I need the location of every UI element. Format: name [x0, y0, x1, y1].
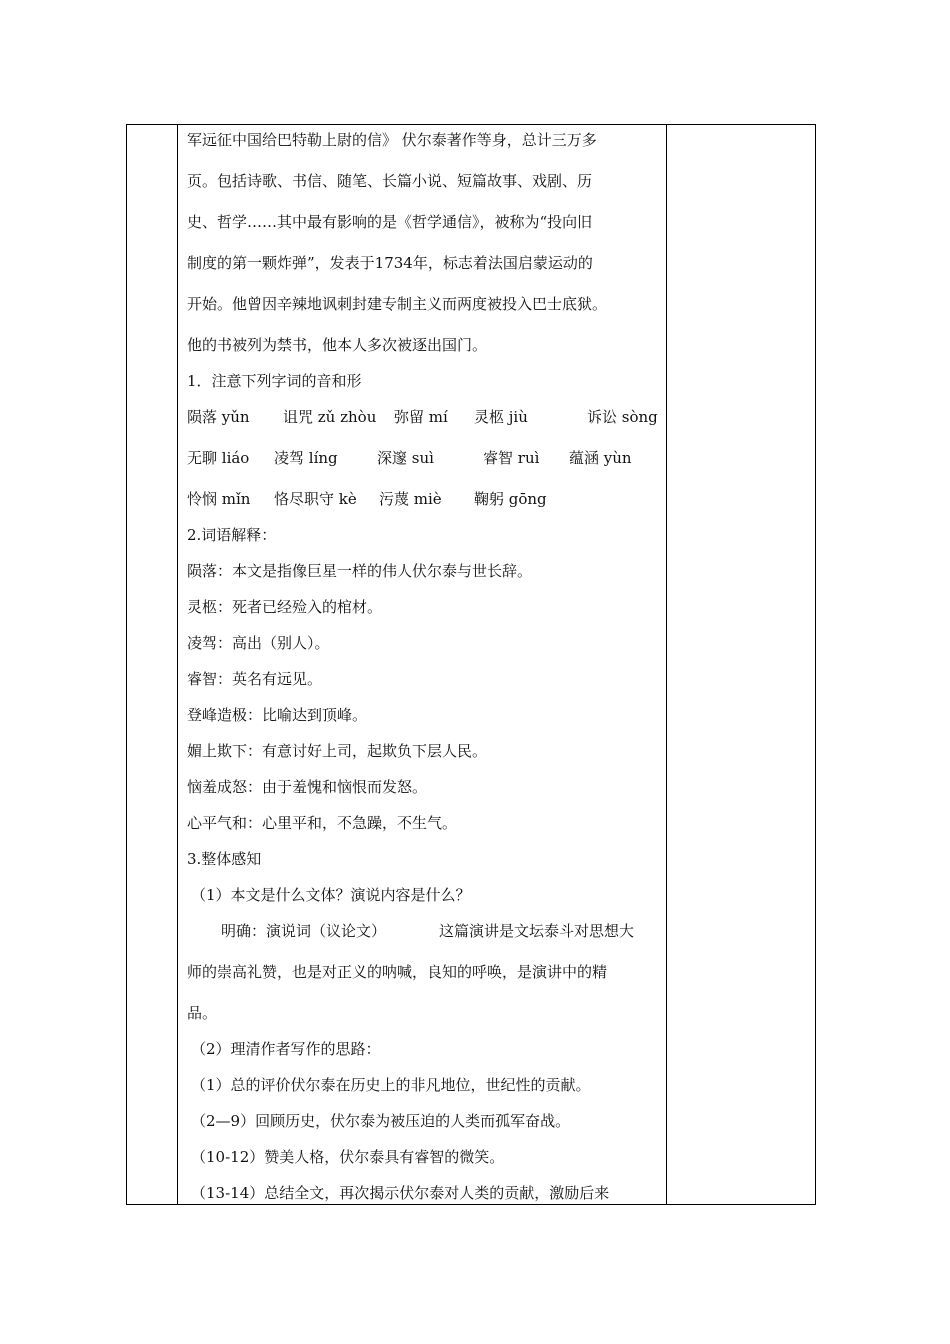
vocab-item: 恪尽职守 kè [274, 490, 357, 508]
definition-item: 恼羞成怒：由于羞愧和恼恨而发怒。 [187, 778, 428, 796]
vocab-item: 诉讼 sòng [587, 408, 658, 426]
section-heading: 2.词语解释： [187, 526, 277, 544]
vocab-row [187, 448, 665, 468]
paragraph-line: 军远征中国给巴特勒上尉的信》 伏尔泰著作等身，总计三万多 [187, 131, 597, 149]
vocab-item: 无聊 liáo [187, 449, 250, 467]
vocab-item: 灵柩 jiù [474, 408, 528, 426]
answer-line: 品。 [187, 1004, 218, 1022]
question-text: （1）本文是什么文体？演说内容是什么？ [191, 886, 471, 904]
vocab-item: 凌驾 líng [274, 449, 338, 467]
outline-item: （13-14）总结全文，再次揭示伏尔泰对人类的贡献，激励后来 [191, 1184, 610, 1202]
section-heading: 3.整体感知 [187, 850, 262, 868]
lesson-table [126, 124, 816, 1205]
definition-item: 媚上欺下：有意讨好上司，起欺负下层人民。 [187, 742, 488, 760]
vocab-item: 睿智 ruì [483, 449, 540, 467]
answer-line [187, 921, 665, 941]
vocab-item: 诅咒 zǔ zhòu [283, 408, 377, 426]
column-divider-right [666, 125, 667, 1204]
vocab-row [187, 407, 665, 427]
outline-item: （2—9）回顾历史，伏尔泰为被压迫的人类而孤军奋战。 [191, 1112, 571, 1130]
definition-item: 灵柩：死者已经殓入的棺材。 [187, 598, 383, 616]
vocab-item: 蕴涵 yùn [569, 449, 632, 467]
paragraph-line: 制度的第一颗炸弹”，发表于1734年，标志着法国启蒙运动的 [187, 254, 593, 272]
column-divider-left [177, 125, 178, 1204]
definition-item: 凌驾：高出（别人）。 [187, 634, 330, 652]
paragraph-line: 他的书被列为禁书，他本人多次被逐出国门。 [187, 336, 488, 354]
answer-label: 明确：演说词（议论文） [221, 922, 387, 940]
vocab-item: 污蔑 miè [379, 490, 442, 508]
vocab-item: 陨落 yǔn [187, 408, 250, 426]
definition-item: 心平气和：心里平和，不急躁，不生气。 [187, 814, 458, 832]
outline-item: （1）总的评价伏尔泰在历史上的非凡地位，世纪性的贡献。 [191, 1076, 591, 1094]
vocab-item: 深邃 suì [377, 449, 434, 467]
vocab-row [187, 489, 665, 509]
definition-item: 登峰造极：比喻达到顶峰。 [187, 706, 368, 724]
definition-item: 睿智：英名有远见。 [187, 670, 323, 688]
answer-text: 这篇演讲是文坛泰斗对思想大 [439, 922, 635, 940]
section-heading: 1．注意下列字词的音和形 [187, 372, 362, 390]
outline-item: （10-12）赞美人格，伏尔泰具有睿智的微笑。 [191, 1148, 505, 1166]
vocab-item: 怜悯 mǐn [187, 490, 251, 508]
answer-line: 师的崇高礼赞，也是对正义的呐喊，良知的呼唤，是演讲中的精 [187, 963, 608, 981]
paragraph-line: 页。包括诗歌、书信、随笔、长篇小说、短篇故事、戏剧、历 [187, 172, 593, 190]
vocab-item: 鞠躬 gōng [474, 490, 547, 508]
vocab-item: 弥留 mí [394, 408, 448, 426]
paragraph-line: 开始。他曾因辛辣地讽刺封建专制主义而两度被投入巴士底狱。 [187, 295, 608, 313]
definition-item: 陨落：本文是指像巨星一样的伟人伏尔泰与世长辞。 [187, 562, 533, 580]
question-text: （2）理清作者写作的思路： [191, 1040, 381, 1058]
paragraph-line: 史、哲学……其中最有影响的是《哲学通信》，被称为“投向旧 [187, 213, 593, 231]
